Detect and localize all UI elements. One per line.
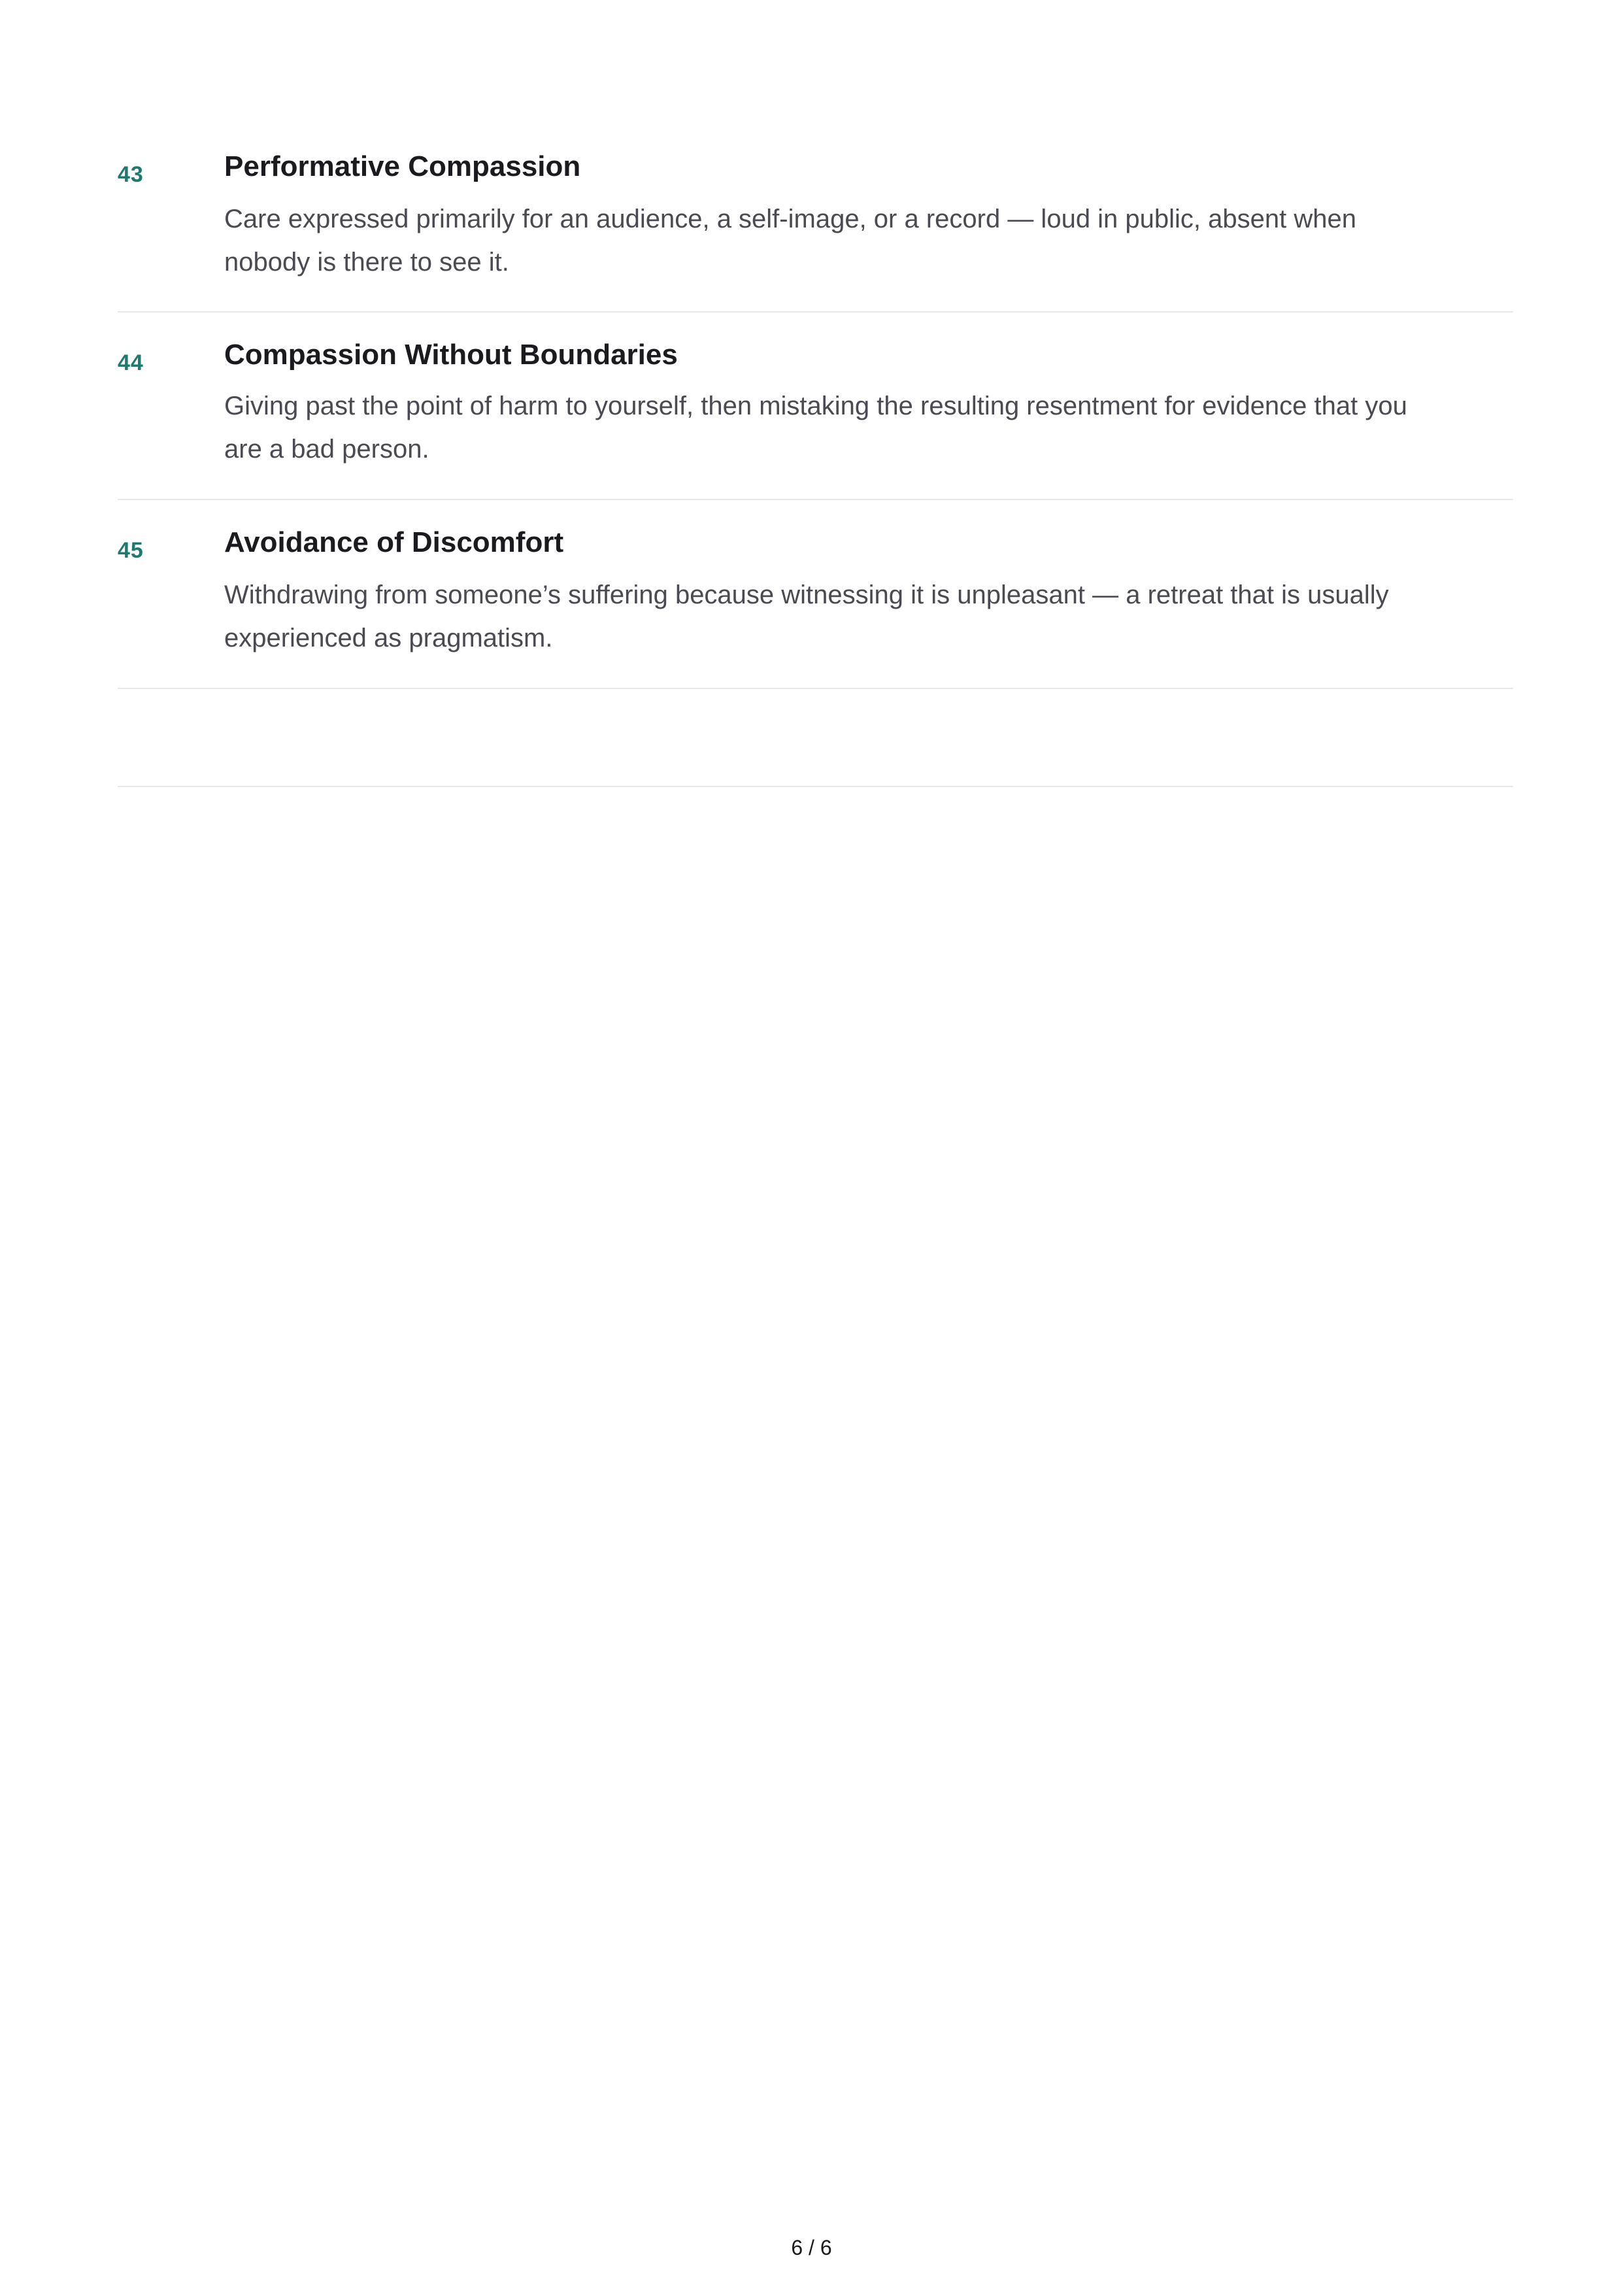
entry-number: 43 [118,162,144,187]
list-item [118,144,1513,312]
page-indicator: 6 / 6 [791,2236,832,2259]
entry-description: Giving past the point of harm to yourself, then mistaking the resulting resentment for evidence that you are a bad person. [224,392,1407,464]
entry-number: 45 [118,538,144,563]
entry-title: Avoidance of Discomfort [224,526,564,558]
list-item [118,500,1513,689]
entry-number: 44 [118,350,144,375]
list-item [118,312,1513,500]
entry-description: Care expressed primarily for an audience, a self-image, or a record — loud in public, absent when nobody is there to see it. [224,205,1356,277]
empty-list-row [118,689,1513,787]
entry-description: Withdrawing from someone’s suffering because witnessing it is unpleasant — a retreat that is usually experienced as pragmatism. [224,581,1389,652]
entry-title: Performative Compassion [224,150,581,182]
entry-title: Compassion Without Boundaries [224,339,678,371]
document-page [118,0,1513,2296]
